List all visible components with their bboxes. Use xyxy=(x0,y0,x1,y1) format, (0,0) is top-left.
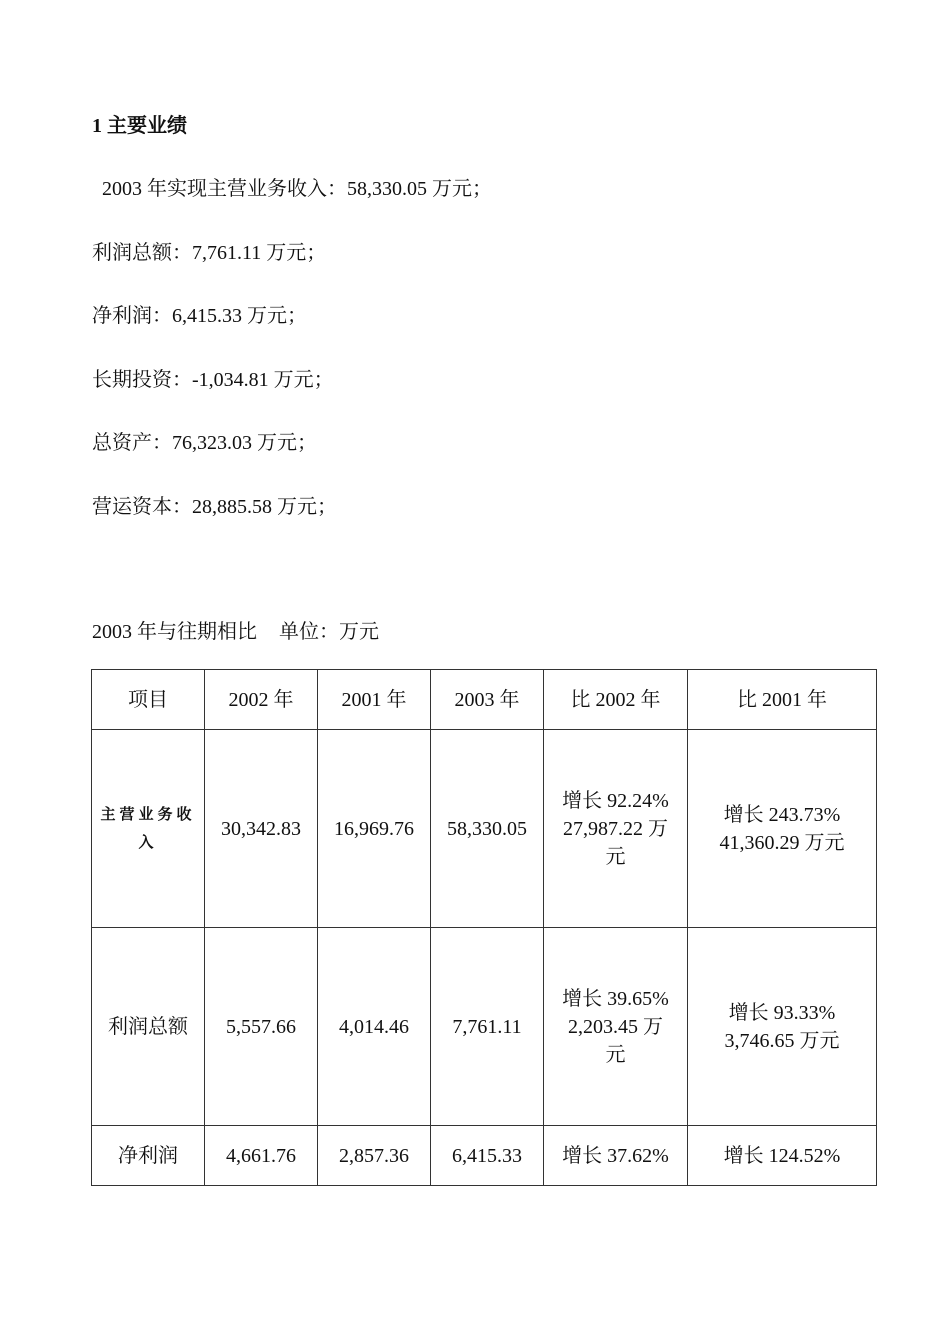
summary-total-profit: 利润总额：7,761.11 万元； xyxy=(92,242,327,264)
cell-vs-2001 xyxy=(688,928,877,1126)
table-caption-title: 2003 年与往期相比 xyxy=(92,621,257,643)
cell-vs-2001 xyxy=(688,730,877,928)
table-caption xyxy=(92,618,379,646)
cell-vs-2001: 增长 124.52% xyxy=(688,1126,877,1186)
growth-amount-unit: 元 xyxy=(605,1043,626,1066)
cell-vs-2002 xyxy=(544,730,688,928)
cell-2001: 4,014.46 xyxy=(318,928,431,1126)
cell-2002: 4,661.76 xyxy=(205,1126,318,1186)
header-2001: 2001 年 xyxy=(318,670,431,730)
summary-working-capital: 营运资本：28,885.58 万元； xyxy=(92,496,337,518)
growth-amount: 3,746.65 万元 xyxy=(724,1029,840,1052)
row-label: 利润总额 xyxy=(92,928,205,1126)
cell-vs-2002: 增长 37.62% xyxy=(544,1126,688,1186)
cell-2002: 30,342.83 xyxy=(205,730,318,928)
growth-rate: 增长 92.24% xyxy=(562,789,669,812)
cell-2001: 16,969.76 xyxy=(318,730,431,928)
cell-2001: 2,857.36 xyxy=(318,1126,431,1186)
growth-rate: 增长 39.65% xyxy=(562,987,669,1010)
table-row xyxy=(92,1126,877,1186)
table-header-row xyxy=(92,670,877,730)
header-2003: 2003 年 xyxy=(431,670,544,730)
growth-amount: 41,360.29 万元 xyxy=(719,831,845,854)
header-vs-2002: 比 2002 年 xyxy=(544,670,688,730)
table-row xyxy=(92,730,877,928)
table-row xyxy=(92,928,877,1126)
growth-rate: 增长 243.73% xyxy=(723,803,841,826)
row-label: 净利润 xyxy=(92,1126,205,1186)
cell-2002: 5,557.66 xyxy=(205,928,318,1126)
summary-total-assets: 总资产：76,323.03 万元； xyxy=(92,432,317,454)
growth-amount: 2,203.45 万 xyxy=(568,1015,663,1038)
growth-rate: 增长 93.33% xyxy=(728,1001,836,1024)
cell-2003: 6,415.33 xyxy=(431,1126,544,1186)
growth-amount-unit: 元 xyxy=(605,845,626,868)
cell-vs-2002 xyxy=(544,928,688,1126)
cell-2003: 58,330.05 xyxy=(431,730,544,928)
comparison-table xyxy=(91,669,877,1186)
summary-net-profit: 净利润：6,415.33 万元； xyxy=(92,305,307,327)
growth-amount: 27,987.22 万 xyxy=(563,817,668,840)
table-caption-unit: 单位：万元 xyxy=(279,621,379,643)
header-2002: 2002 年 xyxy=(205,670,318,730)
summary-long-term-investment: 长期投资：-1,034.81 万元； xyxy=(92,369,334,391)
summary-revenue: 2003 年实现主营业务收入：58,330.05 万元； xyxy=(102,178,492,200)
header-vs-2001: 比 2001 年 xyxy=(688,670,877,730)
section-heading: 1 主要业绩 xyxy=(92,115,187,137)
header-item: 项目 xyxy=(92,670,205,730)
row-label: 主营业务收入 xyxy=(92,730,205,928)
cell-2003: 7,761.11 xyxy=(431,928,544,1126)
